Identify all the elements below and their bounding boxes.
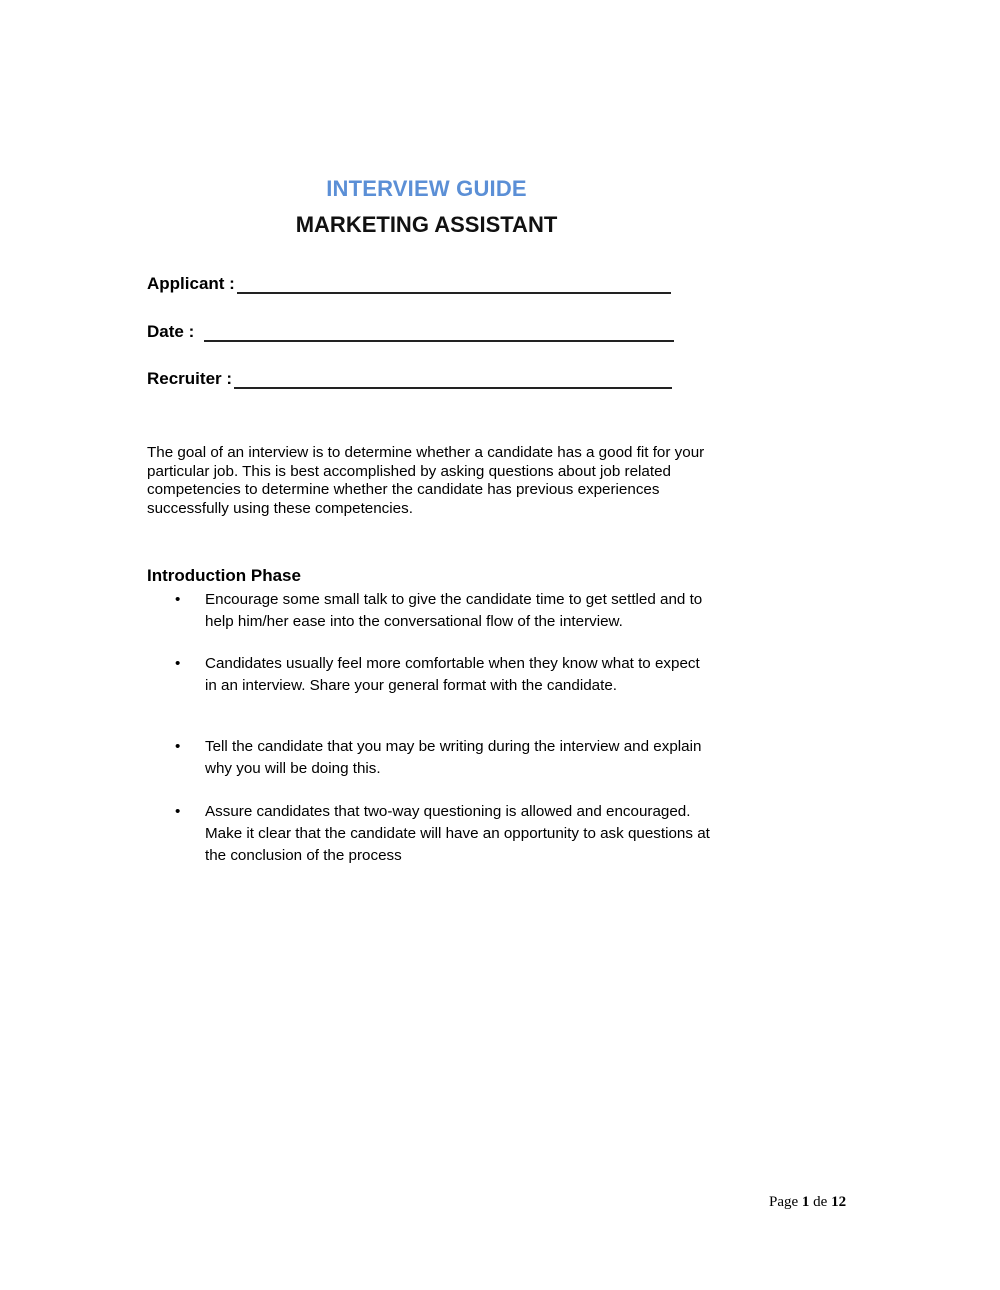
bullet-icon: • — [175, 738, 181, 755]
applicant-field[interactable] — [147, 274, 671, 294]
page-label: Page — [769, 1194, 799, 1210]
recruiter-blank-line[interactable] — [234, 369, 672, 389]
document-subtitle: MARKETING ASSISTANT — [295, 212, 558, 237]
page-of: de — [813, 1194, 828, 1210]
bullet-text: Encourage some small talk to give the candidate time to get settled and to help him/her ease into the conversational flow of the interview. — [205, 591, 703, 630]
bullet-icon: • — [175, 591, 181, 608]
recruiter-label: Recruiter : — [147, 369, 233, 388]
section-heading: Introduction Phase — [147, 566, 301, 585]
bullet-icon: • — [175, 803, 181, 820]
applicant-label: Applicant : — [147, 274, 235, 293]
date-blank-line[interactable] — [204, 322, 674, 342]
bullet-item — [175, 653, 715, 697]
document-title: INTERVIEW GUIDE — [326, 176, 527, 201]
page-number — [769, 1194, 846, 1211]
bullet-item — [175, 736, 715, 780]
bullet-icon: • — [175, 655, 181, 672]
recruiter-field[interactable] — [147, 369, 672, 389]
bullet-text: Candidates usually feel more comfortable when they know what to expect in an interview. Share your general format with the candidate. — [205, 655, 700, 694]
page-current: 1 — [801, 1194, 810, 1210]
applicant-blank-line[interactable] — [237, 274, 671, 294]
bullet-item — [175, 589, 715, 633]
bullet-text: Assure candidates that two-way questioning is allowed and encouraged. Make it clear that the candidate will have an opportunity to ask questions at the conclusion of the process — [205, 803, 710, 864]
page-total: 12 — [831, 1194, 847, 1210]
bullet-text: Tell the candidate that you may be writing during the interview and explain why you will be doing this. — [205, 738, 702, 777]
date-label: Date : — [147, 322, 195, 341]
bullet-item — [175, 801, 715, 867]
date-field[interactable] — [147, 322, 674, 342]
intro-paragraph: The goal of an interview is to determine whether a candidate has a good fit for your particular job. This is best accomplished by asking questions about job related competencies to determine whether the candidate has previous experiences successfully using these competencies. — [147, 444, 705, 517]
